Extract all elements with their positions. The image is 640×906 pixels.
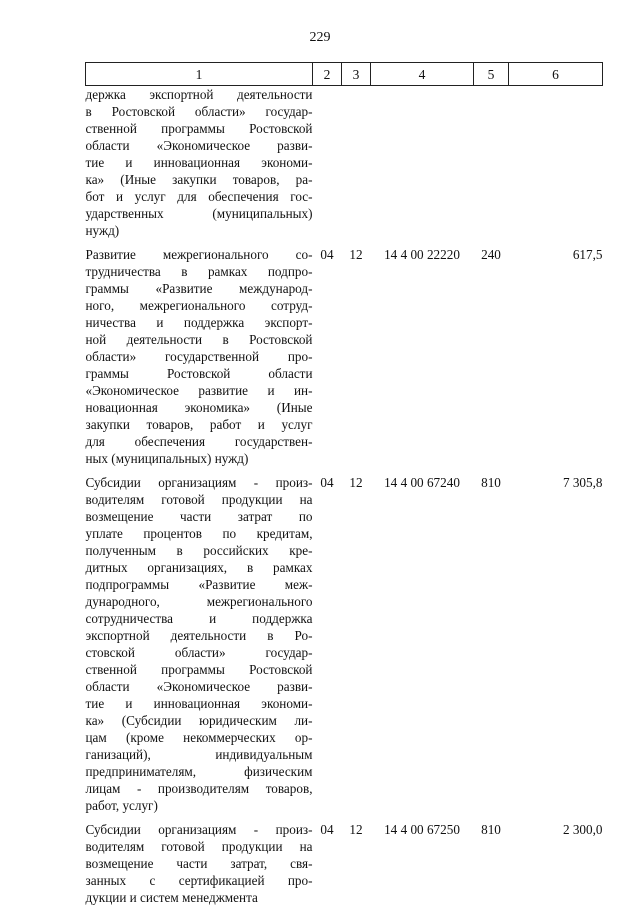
description-line: уплате процентов по кредитам, xyxy=(86,525,313,542)
description-line: «Экономическое развитие и ин- xyxy=(86,382,313,399)
amount-cell xyxy=(509,86,603,240)
description-line: держка экспортной деятельности xyxy=(86,86,313,103)
header-row xyxy=(86,63,603,86)
description-cell xyxy=(86,86,313,240)
expense-type-cell: 810 xyxy=(474,821,509,906)
expense-type-cell: 810 xyxy=(474,474,509,814)
description-line: граммы «Развитие международ- xyxy=(86,280,313,297)
table-row xyxy=(86,821,603,906)
description-line: ственной программы Ростовской xyxy=(86,120,313,137)
description-line: полученным в российских кре- xyxy=(86,542,313,559)
description-line: водителям готовой продукции на xyxy=(86,838,313,855)
amount-cell: 2 300,0 xyxy=(509,821,603,906)
description-line: цам (кроме некоммерческих ор- xyxy=(86,729,313,746)
description-line: нужд) xyxy=(86,222,313,239)
description-line: сотрудничества и поддержка xyxy=(86,610,313,627)
row-spacer-cell xyxy=(86,467,603,474)
description-line: ственной программы Ростовской xyxy=(86,661,313,678)
description-line: лицам - производителям товаров, xyxy=(86,780,313,797)
table-row xyxy=(86,474,603,814)
description-line: ничества и поддержка экспорт- xyxy=(86,314,313,331)
subsection-code-cell: 12 xyxy=(342,821,371,906)
target-article-cell: 14 4 00 67250 xyxy=(371,821,474,906)
description-line: дукции и систем менеджмента xyxy=(86,889,313,906)
subsection-code-cell: 12 xyxy=(342,246,371,467)
header-col-6: 6 xyxy=(509,63,603,86)
description-line: закупки товаров, работ и услуг xyxy=(86,416,313,433)
amount-cell: 7 305,8 xyxy=(509,474,603,814)
description-line: стовской области» государ- xyxy=(86,644,313,661)
description-line: тие и инновационная экономи- xyxy=(86,154,313,171)
description-line: для обеспечения государствен- xyxy=(86,433,313,450)
description-line: ных (муниципальных) нужд) xyxy=(86,450,313,467)
header-col-2: 2 xyxy=(313,63,342,86)
budget-table xyxy=(85,62,603,906)
page-number: 229 xyxy=(0,30,640,46)
description-line: тие и инновационная экономи- xyxy=(86,695,313,712)
header-col-3: 3 xyxy=(342,63,371,86)
expense-type-cell: 240 xyxy=(474,246,509,467)
amount-cell: 617,5 xyxy=(509,246,603,467)
description-line: ной деятельности в Ростовской xyxy=(86,331,313,348)
row-spacer-cell xyxy=(86,814,603,821)
description-line: ного, межрегионального сотруд- xyxy=(86,297,313,314)
description-line: ганизаций), индивидуальным xyxy=(86,746,313,763)
description-line: области «Экономическое разви- xyxy=(86,678,313,695)
description-line: дународного, межрегионального xyxy=(86,593,313,610)
description-line: Субсидии организациям - произ- xyxy=(86,821,313,838)
row-spacer xyxy=(86,239,603,246)
row-spacer xyxy=(86,814,603,821)
description-line: области «Экономическое разви- xyxy=(86,137,313,154)
description-cell xyxy=(86,821,313,906)
target-article-cell: 14 4 00 22220 xyxy=(371,246,474,467)
description-line: возмещение части затрат по xyxy=(86,508,313,525)
description-line: трудничества в рамках подпро- xyxy=(86,263,313,280)
description-line: в Ростовской области» государ- xyxy=(86,103,313,120)
description-line: подпрограммы «Развитие меж- xyxy=(86,576,313,593)
row-spacer xyxy=(86,467,603,474)
row-spacer-cell xyxy=(86,239,603,246)
description-line: ка» (Иные закупки товаров, ра- xyxy=(86,171,313,188)
header-col-1: 1 xyxy=(86,63,313,86)
description-line: Субсидии организациям - произ- xyxy=(86,474,313,491)
table-row xyxy=(86,86,603,240)
description-line: предпринимателям, физическим xyxy=(86,763,313,780)
subsection-code-cell: 12 xyxy=(342,474,371,814)
section-code-cell xyxy=(313,86,342,240)
section-code-cell: 04 xyxy=(313,821,342,906)
description-line: новационная экономика» (Иные xyxy=(86,399,313,416)
description-line: граммы Ростовской области xyxy=(86,365,313,382)
description-cell xyxy=(86,246,313,467)
header-col-4: 4 xyxy=(371,63,474,86)
description-line: занных с сертификацией про- xyxy=(86,872,313,889)
expense-type-cell xyxy=(474,86,509,240)
table-body xyxy=(86,86,603,906)
description-line: бот и услуг для обеспечения гос- xyxy=(86,188,313,205)
description-line: экспортной деятельности в Ро- xyxy=(86,627,313,644)
description-line: Развитие межрегионального со- xyxy=(86,246,313,263)
description-line: работ, услуг) xyxy=(86,797,313,814)
target-article-cell: 14 4 00 67240 xyxy=(371,474,474,814)
subsection-code-cell xyxy=(342,86,371,240)
table-row xyxy=(86,246,603,467)
header-col-5: 5 xyxy=(474,63,509,86)
section-code-cell: 04 xyxy=(313,246,342,467)
description-line: водителям готовой продукции на xyxy=(86,491,313,508)
description-line: области» государственной про- xyxy=(86,348,313,365)
section-code-cell: 04 xyxy=(313,474,342,814)
description-line: ка» (Субсидии юридическим ли- xyxy=(86,712,313,729)
description-cell xyxy=(86,474,313,814)
target-article-cell xyxy=(371,86,474,240)
description-line: возмещение части затрат, свя- xyxy=(86,855,313,872)
description-line: ударственных (муниципальных) xyxy=(86,205,313,222)
description-line: дитных организациях, в рамках xyxy=(86,559,313,576)
